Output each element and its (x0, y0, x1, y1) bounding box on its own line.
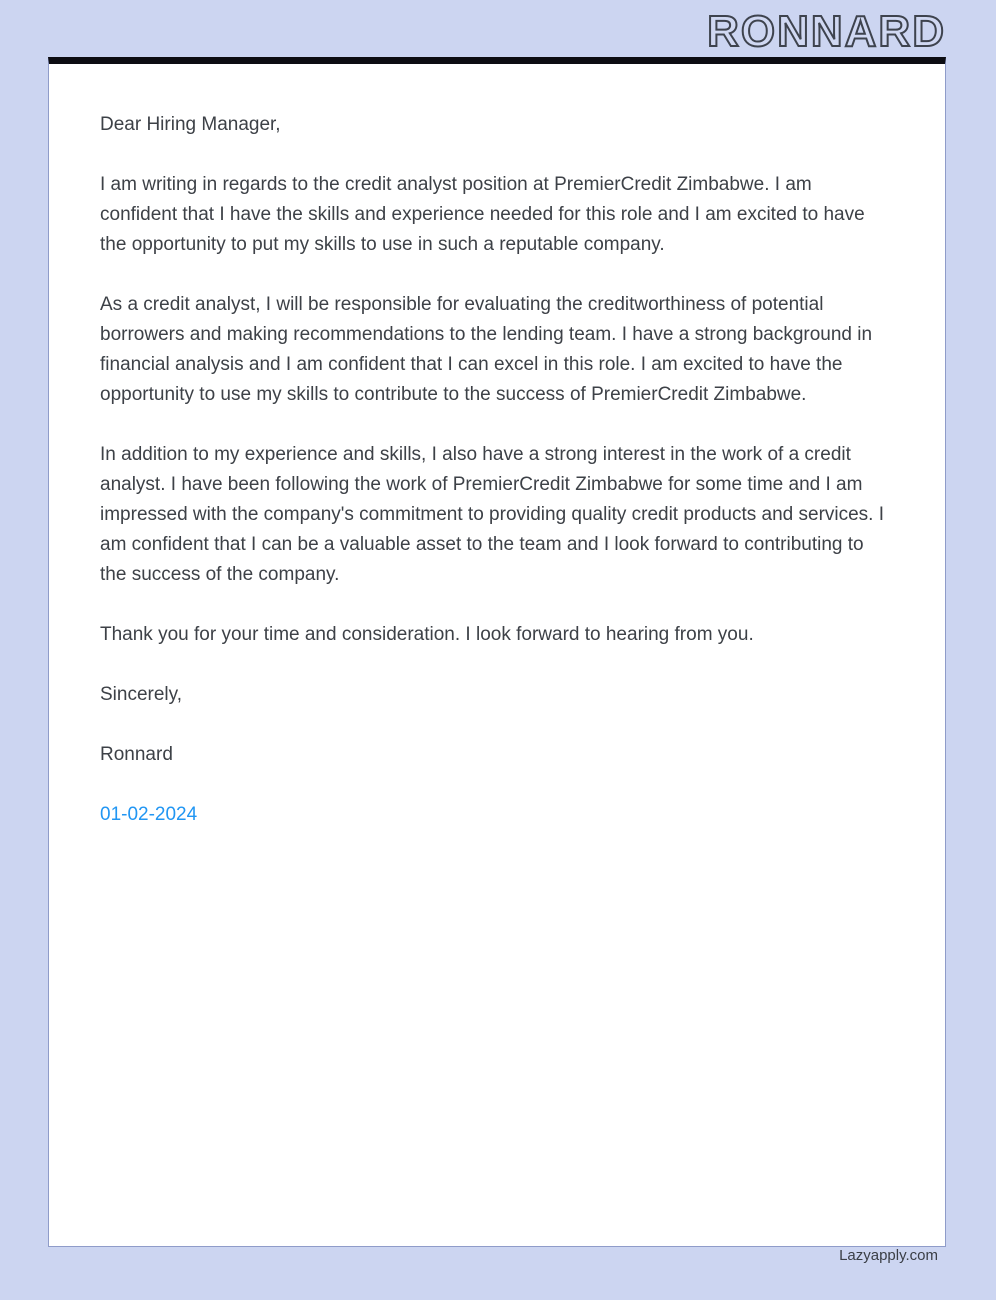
closing: Sincerely, (100, 684, 183, 705)
paragraph-role: As a credit analyst, I will be responsible for evaluating the creditworthiness of potential borrowers and making recommendations to the lending team. I have a strong background in financial analysis and I am confident that I can excel in this role. I am excited to have the opportunity to use my skills to contribute to the success of PremierCredit Zimbabwe. (100, 294, 873, 405)
signature-name: Ronnard (100, 744, 173, 765)
watermark-lazyapply: Lazyapply.com (839, 1247, 938, 1264)
brand-logo: RONNARD (707, 7, 946, 56)
letter-body (49, 64, 945, 830)
paragraph-thanks: Thank you for your time and consideration. I look forward to hearing from you. (100, 624, 754, 645)
paragraph-interest: In addition to my experience and skills, I also have a strong interest in the work of a credit analyst. I have been following the work of PremierCredit Zimbabwe for some time and I am impressed with the company's commitment to providing quality credit products and services. I am confident that I can be a valuable asset to the team and I look forward to contributing to the success of the company. (100, 444, 885, 585)
date-line (100, 800, 893, 830)
paragraph-intro: I am writing in regards to the credit analyst position at PremierCredit Zimbabwe. I am confident that I have the skills and experience needed for this role and I am excited to have the opportunity to put my skills to use in such a reputable company. (100, 174, 865, 255)
salutation: Dear Hiring Manager, (100, 114, 281, 135)
letter-page (48, 57, 946, 1247)
date-link[interactable]: 01-02-2024 (100, 804, 198, 825)
